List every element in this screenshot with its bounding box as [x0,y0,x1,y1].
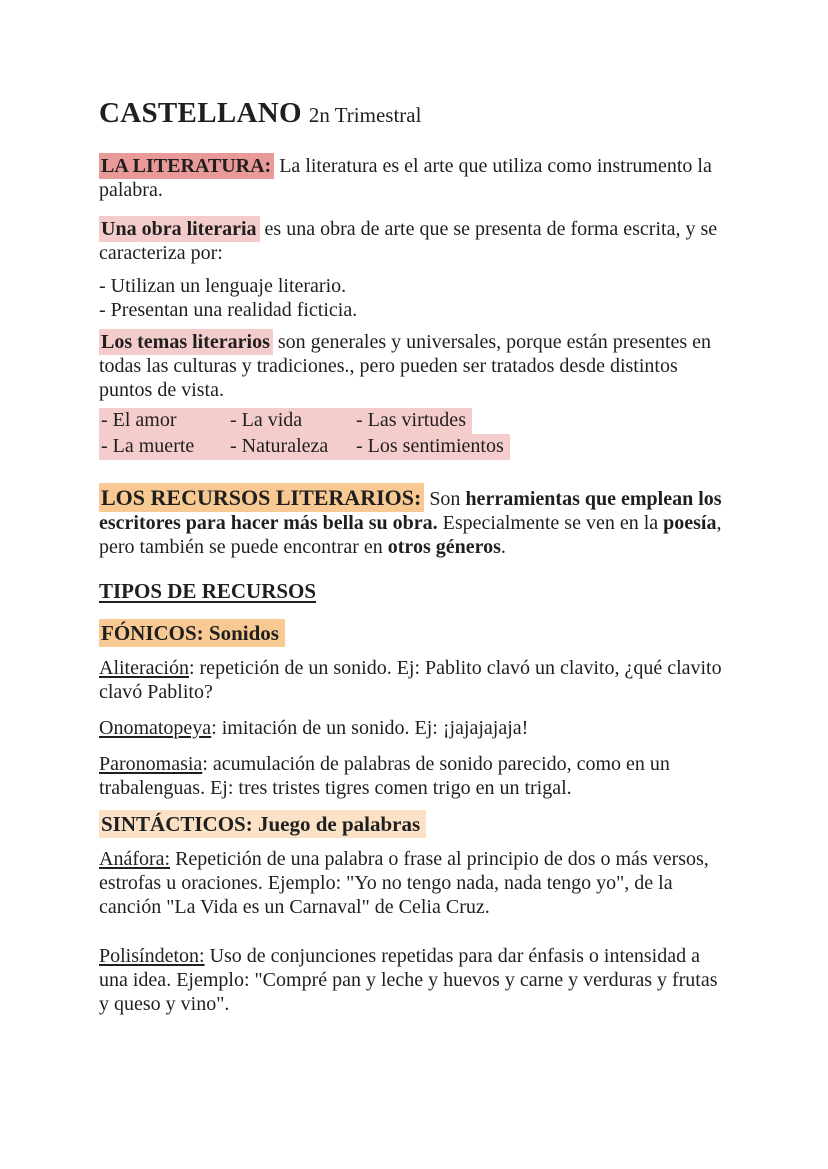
text-line [99,895,748,919]
text-segment: La literatura es el arte que utiliza como instrumento la [274,155,712,177]
theme-row-highlight [99,434,510,460]
text-line [99,511,748,535]
text-segment: Polisíndeton: [99,945,205,967]
text-segment: LA LITERATURA: [99,153,274,179]
para-aliteracion [99,656,748,704]
text-line [99,535,748,559]
text-segment: Una obra literaria [99,216,260,242]
text-segment: palabra. [99,179,163,201]
text-line [99,716,748,740]
text-segment: Son [424,488,466,510]
theme-row [99,434,748,460]
text-segment: - Utilizan un lenguaje literario. [99,275,347,297]
text-segment: Aliteración [99,657,189,679]
text-segment: Uso de conjunciones repetidas para dar énfasis o intensidad a [204,945,700,967]
text-segment: LOS RECURSOS LITERARIOS: [99,483,424,512]
theme-item: - La vida [230,409,303,431]
text-line [99,486,748,511]
text-line [99,178,748,202]
text-segment: escritores para hacer más bella su obra. [99,512,438,534]
text-segment: pero también se puede encontrar en [99,536,388,558]
para-recursos-literarios [99,486,748,559]
para-la-literatura [99,154,748,202]
text-segment: Los temas literarios [99,329,273,355]
text-segment: : repetición de un sonido. Ej: Pablito clavó un clavito, ¿qué clavito [188,657,722,679]
text-segment: Anáfora: [99,848,171,870]
text-line [99,944,748,968]
text-segment: todas las culturas y tradiciones., pero pueden ser tratados desde distintos [99,355,678,377]
text-line [99,656,748,680]
theme-item: - Las virtudes [356,409,466,431]
theme-row-highlight [99,408,472,434]
temas-list [99,408,748,460]
theme-item: - Los sentimientos [356,435,504,457]
text-line [99,968,748,992]
heading-tipos-de-recursos [99,578,748,604]
doc-title-main: CASTELLANO [99,97,302,129]
text-line [99,154,748,178]
text-line [99,871,748,895]
text-segment: es una obra de arte que se presenta de forma escrita, y se [259,218,718,240]
doc-title-sub: 2n Trimestral [308,103,422,127]
text-line [99,217,748,241]
text-segment: : imitación de un sonido. Ej: ¡jajajajaja! [211,717,529,739]
text-line [99,847,748,871]
theme-item: - Naturaleza [230,435,329,457]
para-onomatopeya [99,716,748,740]
text-segment: TIPOS DE RECURSOS [99,579,317,603]
text-line [99,992,748,1016]
text-segment: una idea. Ejemplo: "Compré pan y leche y huevos y carne y verduras y frutas [99,969,718,991]
text-segment: . [500,536,506,558]
text-segment: puntos de vista. [99,379,224,401]
text-line [99,354,748,378]
text-segment: clavó Pablito? [99,681,213,703]
text-segment: trabalenguas. Ej: tres tristes tigres comen trigo en un trigal. [99,777,572,799]
text-line [99,241,748,265]
theme-item: - El amor [101,409,177,431]
text-line [99,298,748,322]
para-polisindeton [99,944,748,1016]
text-segment: Especialmente se ven en la [437,512,664,534]
text-segment: son generales y universales, porque están presentes en [272,331,712,353]
text-segment: caracteriza por: [99,242,223,264]
text-segment: poesía [663,512,717,534]
text-line [99,680,748,704]
text-segment: Onomatopeya [99,717,212,739]
doc-title [99,97,748,129]
text-segment: otros géneros [387,536,501,558]
text-line [99,330,748,354]
text-segment: estrofas u oraciones. Ejemplo: "Yo no tengo nada, nada tengo yo", de la [99,872,673,894]
text-line [99,776,748,800]
para-anafora [99,847,748,919]
text-segment: canción "La Vida es un Carnaval" de Celia Cruz. [99,896,490,918]
text-line [99,274,748,298]
text-segment: y queso y vino". [99,993,230,1015]
text-line [99,752,748,776]
document-body [99,154,748,1016]
bullet-list-caracteristicas [99,274,748,322]
text-segment: Repetición de una palabra o frase al principio de dos o más versos, [170,848,709,870]
text-segment: , [716,512,722,534]
theme-item: - La muerte [101,435,195,457]
text-segment: - Presentan una realidad ficticia. [99,299,358,321]
para-una-obra-literaria [99,217,748,265]
theme-row [99,408,748,434]
text-segment: : acumulación de palabras de sonido parecido, como en un [202,753,670,775]
text-line [99,378,748,402]
heading-sintacticos [99,811,748,837]
para-los-temas-literarios [99,330,748,402]
text-segment: FÓNICOS: Sonidos [99,619,285,647]
text-segment: herramientas que emplean los [465,488,722,510]
para-paronomasia [99,752,748,800]
heading-fonicos [99,620,748,646]
text-segment: Paronomasia [99,753,203,775]
text-segment: SINTÁCTICOS: Juego de palabras [99,810,426,838]
